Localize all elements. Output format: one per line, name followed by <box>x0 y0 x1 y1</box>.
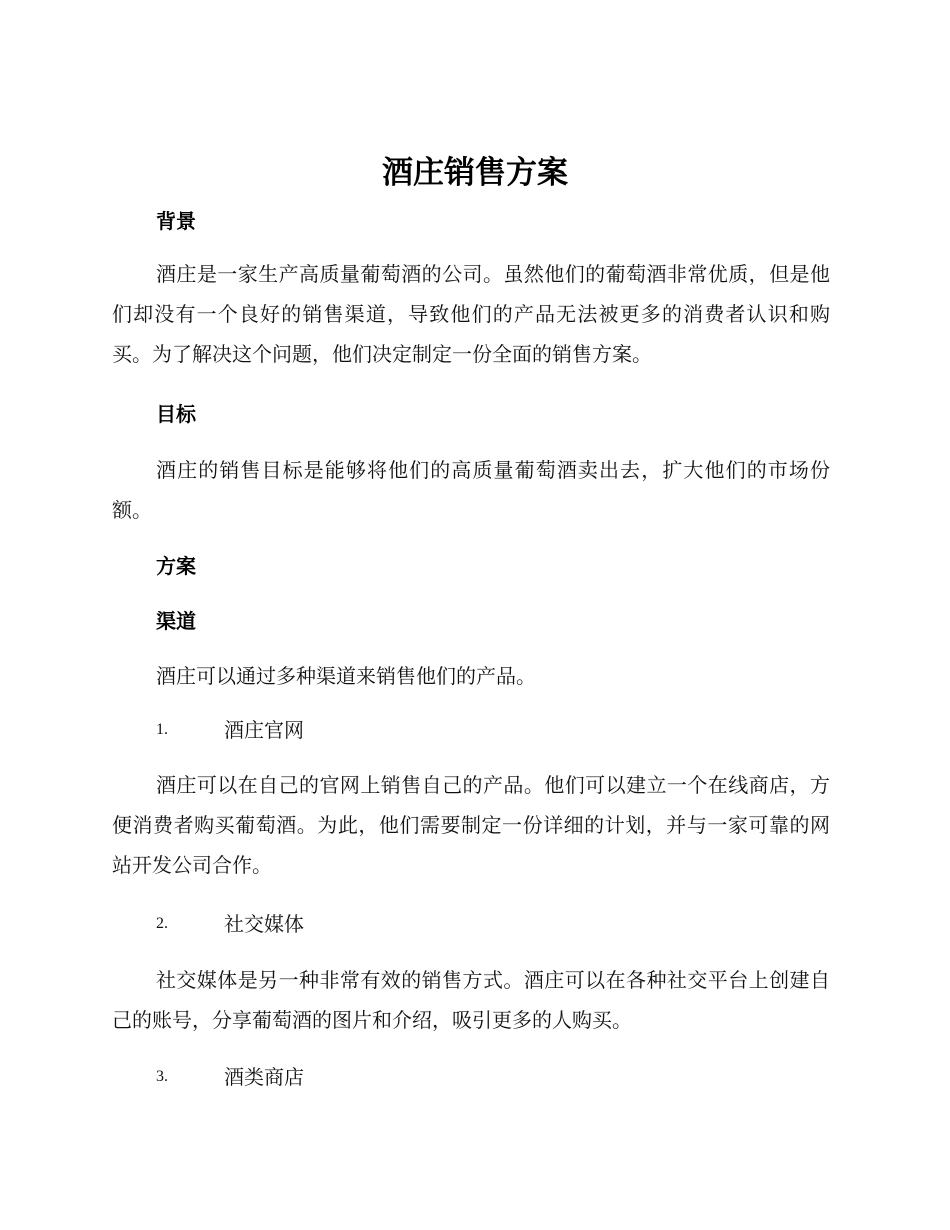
paragraph-goal: 酒庄的销售目标是能够将他们的高质量葡萄酒卖出去，扩大他们的市场份额。 <box>112 458 830 522</box>
paragraph-channels-intro: 酒庄可以通过多种渠道来销售他们的产品。 <box>156 664 536 688</box>
list-label: 社交媒体 <box>224 912 304 936</box>
heading-goal: 目标 <box>156 402 196 426</box>
paragraph-background: 酒庄是一家生产高质量葡萄酒的公司。虽然他们的葡萄酒非常优质，但是他们却没有一个良好的销售渠道，导致他们的产品无法被更多的消费者认识和购买。为了解决这个问题，他们决定制定一份全面的销售方案。 <box>112 262 830 366</box>
heading-background: 背景 <box>156 209 196 233</box>
list-item-official-site <box>156 714 304 746</box>
document-title: 酒庄销售方案 <box>382 155 568 191</box>
list-number: 1. <box>156 721 168 738</box>
heading-plan: 方案 <box>156 554 196 578</box>
list-number: 2. <box>156 915 168 932</box>
heading-channels: 渠道 <box>156 609 196 633</box>
list-number: 3. <box>156 1068 168 1085</box>
paragraph-official-site: 酒庄可以在自己的官网上销售自己的产品。他们可以建立一个在线商店，方便消费者购买葡萄酒。为此，他们需要制定一份详细的计划，并与一家可靠的网站开发公司合作。 <box>112 773 830 877</box>
list-label: 酒庄官网 <box>224 718 304 742</box>
paragraph-social-media: 社交媒体是另一种非常有效的销售方式。酒庄可以在各种社交平台上创建自己的账号，分享葡萄酒的图片和介绍，吸引更多的人购买。 <box>112 968 830 1032</box>
list-item-social-media <box>156 908 304 940</box>
list-item-liquor-store <box>156 1061 304 1093</box>
list-label: 酒类商店 <box>224 1065 304 1089</box>
